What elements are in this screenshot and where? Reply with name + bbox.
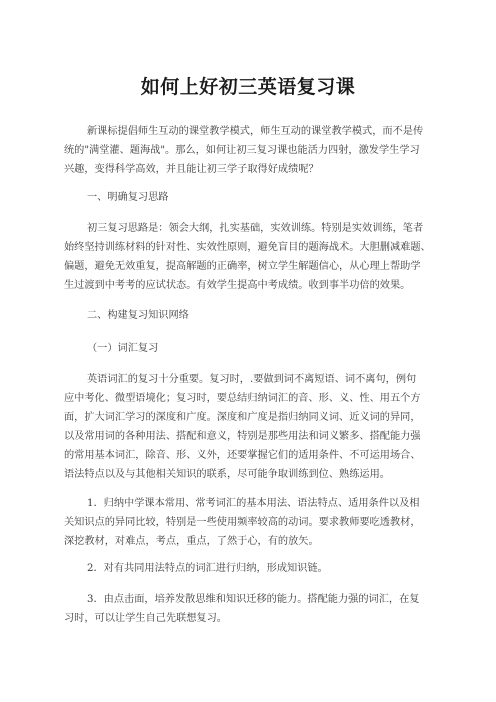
text-line: 初三复习思路是：领会大纲，扎实基础，实效训练。特别是实效训练，笔者 (87, 223, 424, 234)
intro-paragraph (64, 122, 440, 179)
document-title: 如何上好初三英语复习课 (140, 76, 356, 98)
list-point-3 (64, 590, 440, 628)
text-line: 面，扩大词汇学习的深度和广度。深度和广度是指归纳同义词、近义词的异同， (64, 412, 421, 423)
section1-paragraph (64, 219, 440, 295)
section-heading: 二、构建复习知识网络 (87, 310, 189, 321)
vocab-paragraph (64, 370, 440, 484)
text-line: 深挖教材，对难点，考点，重点，了然于心，有的放矢。 (64, 536, 319, 547)
subsection-heading: （一）词汇复习 (87, 343, 159, 354)
text-line: 兴趣，变得科学高效，并且能让初三学子取得好成绩呢？ (64, 164, 319, 175)
list-point-1 (64, 494, 440, 551)
text-line: 的常用基本词汇，除音、形、义外，还要掌握它们的适用条件、不可运用场合、 (64, 450, 421, 461)
text-line: 统的"满堂灌、题海战"。那么，如何让初三复习课也能活力四射，激发学生学习 (64, 145, 420, 156)
text-line: 关知识点的异同比较，特别是一些使用频率较高的动词。要求教师要吃透教材， (64, 517, 421, 528)
text-line: 应中考化、微型语境化；复习时，要总结归纳词汇的音、形、义、性、用五个方 (64, 393, 421, 404)
text-line: 偏题，避免无效重复，提高解题的正确率，树立学生解题信心，从心理上帮助学 (64, 261, 421, 272)
text-line: 3．由点击面，培养发散思维和知识迁移的能力。搭配能力强的词汇，在复 (87, 594, 420, 605)
text-line: 1．归纳中学课本常用、常考词汇的基本用法、语法特点、适用条件以及相 (87, 498, 420, 509)
text-line: 始终坚持训练材料的针对性、实效性原则，避免盲目的题海战术。大胆删减难题、 (64, 242, 431, 253)
text-line: 生过渡到中考考的应试状态。有效学生提高中考成绩。收到事半功倍的效果。 (64, 280, 411, 291)
text-line: 英语词汇的复习十分重要。复习时，.要做到词不离短语、词不离句，例句 (87, 374, 417, 385)
text-line: 语法特点以及与其他相关知识的联系，尽可能争取训练到位、熟练运用。 (64, 469, 390, 480)
list-point-2 (64, 559, 440, 578)
text-line: 习时，可以让学生自己先联想复习。 (64, 613, 227, 624)
text-line: 以及常用词的各种用法、搭配和意义，特别是那些用法和词义繁多、搭配能力强 (64, 431, 421, 442)
text-line: 新课标提倡师生互动的课堂教学模式，师生互动的课堂教学模式，而不是传 (87, 126, 424, 137)
section-heading: 一、明确复习思路 (87, 192, 169, 203)
text-line: 2．对有共同用法特点的词汇进行归纳，形成知识链。 (87, 563, 328, 574)
